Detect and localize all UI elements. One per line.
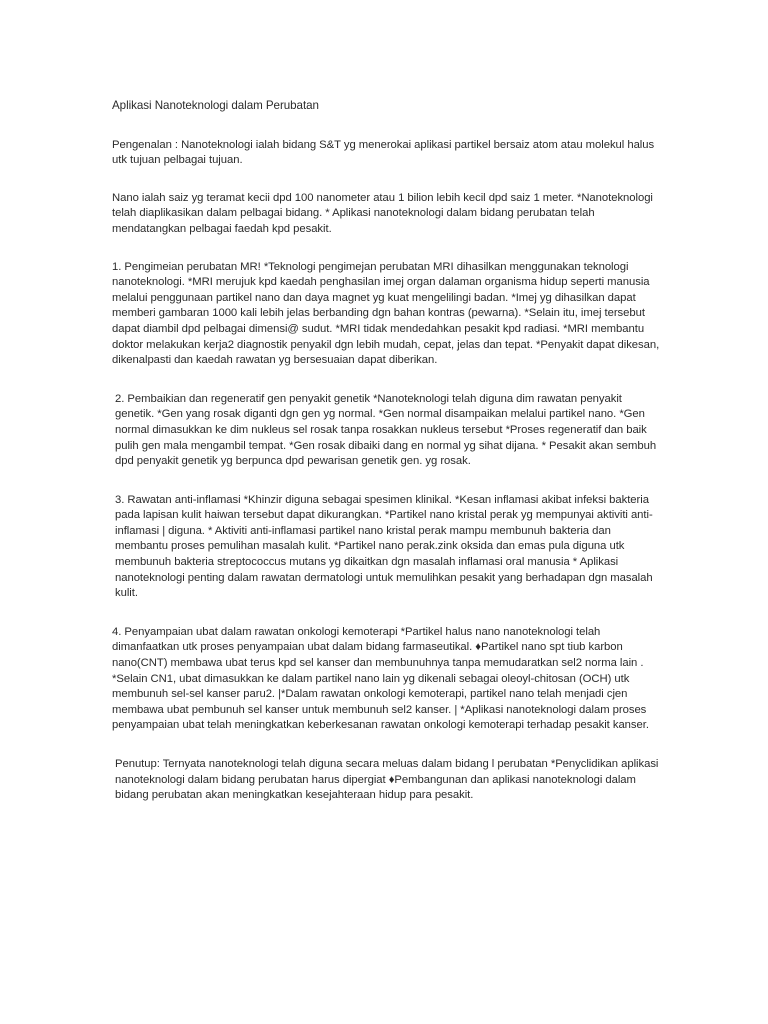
paragraph-introduction: Pengenalan : Nanoteknologi ialah bidang S&T yg menerokai aplikasi partikel bersaiz atom atau molekul halus utk tujuan pelbagai tujuan. <box>112 138 655 167</box>
paragraph-mri-imaging: 1. Pengimeian perubatan MR! *Teknologi pengimejan perubatan MRI dihasilkan menggunakan teknologi nanoteknologi. *MRI merujuk kpd kaedah penghasilan imej organ dalaman organisma hidup seperti manusia melalui penggunaan partikel nano dan daya magnet yg kuat mengelilingi badan. *Imej yg dihasilkan dapat memberi gambaran 1000 kali lebih jelas berbanding dgn bahan kontras (pewarna). *Selain itu, imej tersebut dapat diambil dpd pelbagai dimensi@ sudut. *MRI tidak mendedahkan pesakit kpd radiasi. *MRI membantu doktor melakukan kerja2 diagnostik penyakil dgn lebih mudah, cepat, jelas dan tepat. *Penyakit dapat dikesan, dikenalpasti dan kaedah rawatan yg bersesuaian dapat diberikan. <box>112 260 660 367</box>
paragraph-anti-inflammation: 3. Rawatan anti-inflamasi *Khinzir diguna sebagai spesimen klinikal. *Kesan inflamasi akibat infeksi bakteria pada lapisan kulit haiwan tersebut dapat dikurangkan. *Partikel nano kristal perak yg mempunyai aktiviti anti-inflamasi | diguna. * Aktiviti anti-inflamasi partikel nano kristal perak mampu membunuh bakteria dan membantu proses pemulihan masalah kulit. *Partikel nano perak.zink oksida dan emas pula diguna utk membunuh bakteria streptococcus mutans yg dikaitkan dgn masalah inflamasi oral manusia * Aplikasi nanoteknologi penting dalam rawatan dermatologi untuk memulihkan pesakit yang berhadapan dgn masalah kulit. <box>115 493 653 600</box>
document-body <box>112 98 660 804</box>
paragraph-nano-definition: Nano ialah saiz yg teramat kecii dpd 100 nanometer atau 1 bilion lebih kecil dpd saiz 1 meter. *Nanoteknologi telah diaplikasikan dalam pelbagai bidang. * Aplikasi nanoteknologi dalam bidang perubatan telah mendatangkan pelbagai faedah kpd pesakit. <box>112 191 653 235</box>
document-title: Aplikasi Nanoteknologi dalam Perubatan <box>112 99 319 112</box>
paragraph-gene-repair: 2. Pembaikian dan regeneratif gen penyakit genetik *Nanoteknologi telah diguna dim rawatan penyakit genetik. *Gen yang rosak diganti dgn gen yg normal. *Gen normal disampaikan melalui partikel nano. *Gen normal dimasukkan ke dim nukleus sel rosak tanpa rosakkan nukleus tersebut *Proses regeneratif dan baik pulih gen mala mengambil tempat. *Gen rosak dibaiki dang en normal yg sihat dijana. * Pesakit akan sembuh dpd penyakit genetik yg berpunca dpd pewarisan genetik gen. yg rosak. <box>115 392 657 468</box>
paragraph-conclusion: Penutup: Ternyata nanoteknologi telah diguna secara meluas dalam bidang l perubatan *Penyclidikan aplikasi nanoteknologi dalam bidang perubatan harus dipergiat ♦Pembangunan dan aplikasi nanoteknologi dalam bidang perubatan akan meningkatkan kesejahteraan hidup para pesakit. <box>115 758 659 802</box>
paragraph-drug-delivery: 4. Penyampaian ubat dalam rawatan onkologi kemoterapi *Partikel halus nano nanoteknologi telah dimanfaatkan utk proses penyampaian ubat dalam bidang farmaseutikal. ♦Partikel nano spt tiub karbon nano(CNT) membawa ubat terus kpd sel kanser dan membunuhnya tanpa memudaratkan sel2 norma lain . *Selain CN1, ubat dimasukkan ke dalam partikel nano lain yg dikenali sebagai oleoyl-chitosan (OCH) utk membunuh sel-sel kanser paru2. |*Dalam rawatan onkologi kemoterapi, partikel nano telah menjadi cjen membawa ubat pembunuh sel kanser untuk membunuh sel2 kanser. | *Aplikasi nanoteknologi dalam proses penyampaian ubat telah meningkatkan keberkesanan rawatan onkologi kemoterapi terhadap pesakit kanser. <box>112 625 649 732</box>
